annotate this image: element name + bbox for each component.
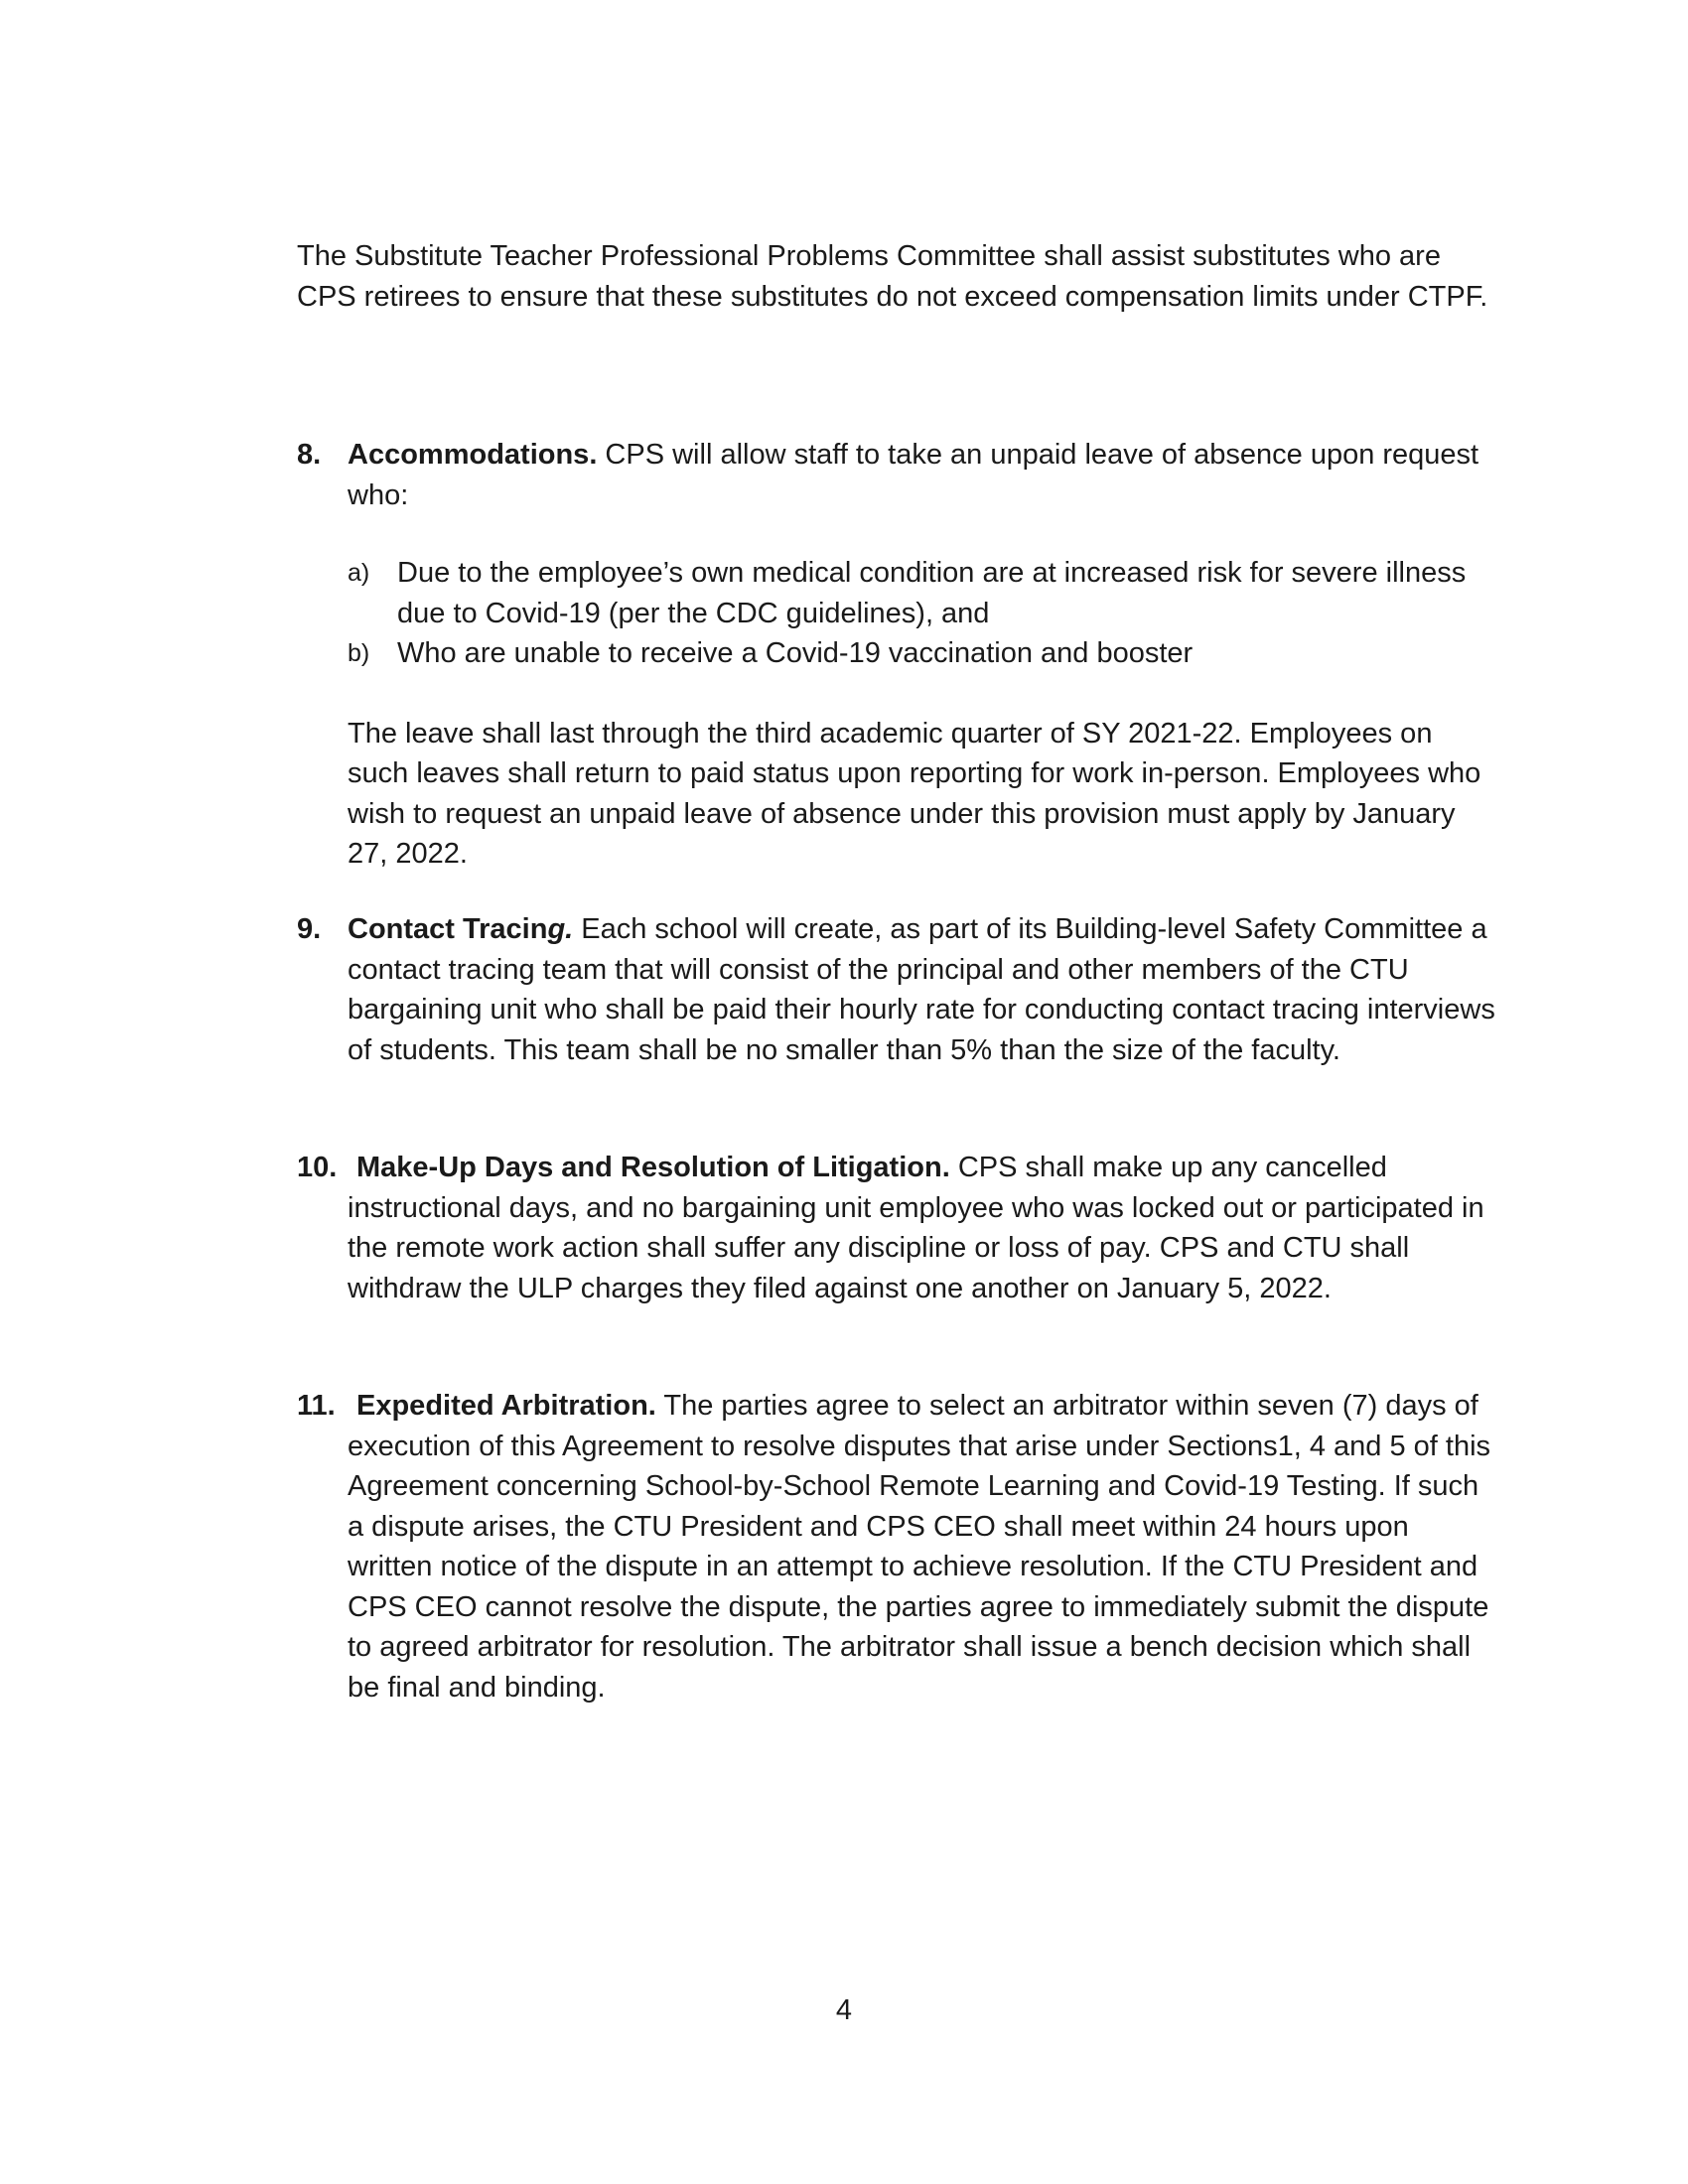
section-title: Accommodations. [348,439,598,471]
section-number: 8. [297,439,322,471]
section-body [348,1148,1499,1308]
section-10 [297,1148,1498,1308]
section-body [348,1386,1499,1707]
section-body [348,909,1499,1070]
section-title-main: Contact Tracin [348,913,548,945]
section-body [348,435,1499,875]
sub-item-list [348,553,1499,674]
list-item-text: Who are unable to receive a Covid-19 vaccination and booster [397,637,1194,669]
list-item-text: Due to the employee’s own medical condition are at increased risk for severe illness due to Covid-19 (per the CDC guidelines), and [397,557,1467,629]
section-followup-paragraph: The leave shall last through the third academic quarter of SY 2021-22. Employees on such leaves shall return to paid status upon reporting for work in-person. Employees who wish to request an unpaid leave of absence under this provision must apply by January 27, 2022. [348,717,1481,870]
section-8 [297,435,1498,875]
section-text: Each school will create, as part of its Building-level Safety Committee a contact tracing team that will consist of the principal and other members of the CTU bargaining unit who shall be paid their hourly rate for conducting contact tracing interviews of students. This team shall be no smaller than 5% than the size of the faculty. [348,913,1495,1066]
page-number: 4 [835,1994,853,2026]
section-paragraph [348,435,1499,515]
section-paragraph [348,1148,1499,1308]
section-title: Make-Up Days and Resolution of Litigation. [356,1152,950,1183]
section-text: CPS shall make up any cancelled instructional days, and no bargaining unit employee who was locked out or participated in the remote work action shall suffer any discipline or loss of pay. CPS and CTU shall withdraw the ULP charges they filed against one another on January 5, 2022. [348,1152,1484,1304]
section-number: 11. [297,1390,336,1422]
list-marker: a) [348,559,370,587]
section-title-italic: g. [547,913,574,945]
intro-paragraph: The Substitute Teacher Professional Problems Committee shall assist substitutes who are CPS retirees to ensure that these substitutes do not exceed compensation limits under CTPF. [297,240,1488,313]
section-title [348,913,573,945]
section-11 [297,1386,1498,1707]
section-text: The parties agree to select an arbitrator within seven (7) days of execution of this Agreement to resolve disputes that arise under Sections1, 4 and 5 of this Agreement concerning School-by-School Remote Learning and Covid-19 Testing. If such a dispute arises, the CTU President and CPS CEO shall meet within 24 hours upon written notice of the dispute in an attempt to achieve resolution. If the CTU President and CPS CEO cannot resolve the dispute, the parties agree to immediately submit the dispute to agreed arbitrator for resolution. The arbitrator shall issue a bench decision which shall be final and binding. [348,1390,1491,1704]
section-9 [297,909,1498,1070]
section-text: CPS will allow staff to take an unpaid leave of absence upon request who: [348,439,1479,511]
list-item [348,633,1499,674]
section-number: 9. [297,913,322,945]
list-item [348,553,1499,633]
list-marker: b) [348,639,370,667]
section-title: Expedited Arbitration. [356,1390,656,1422]
section-paragraph [348,1386,1499,1707]
section-number: 10. [297,1152,338,1183]
section-paragraph [348,909,1499,1070]
